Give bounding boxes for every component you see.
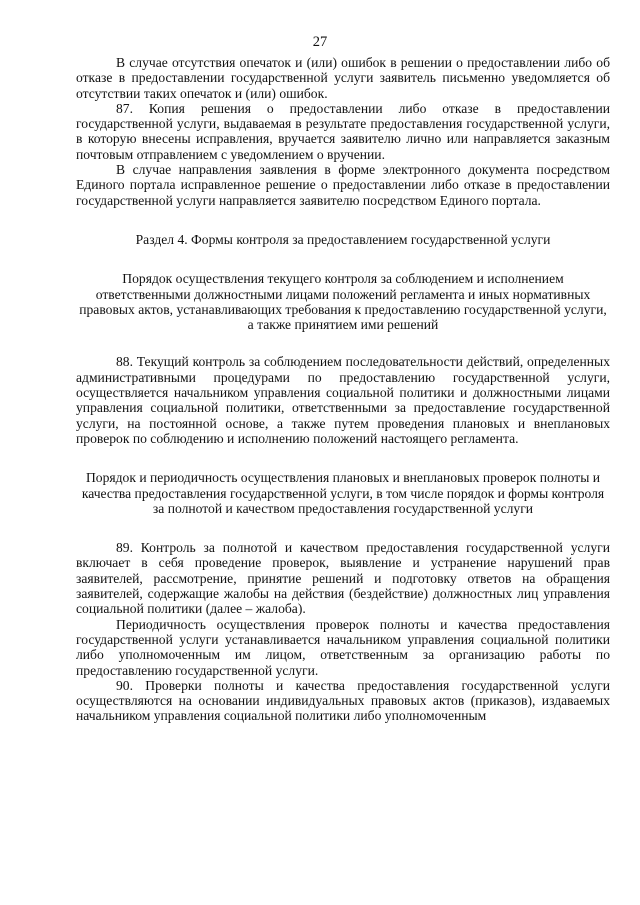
paragraph-87-electronic: В случае направления заявления в форме электронного документа посредством Единого портала исправленное решение о предоставлении либо отказе в предоставлении государственной услуги направляется заявителю посредством Единого портала.: [76, 162, 610, 208]
page-number: 27: [312, 34, 328, 50]
paragraph-90: 90. Проверки полноты и качества предоставления государственной услуги осуществляются на основании индивидуальных правовых актов (приказов), издаваемых начальником управления социальной политики либо уполномоченным: [76, 677, 610, 724]
section-4-heading: Раздел 4. Формы контроля за предоставлением государственной услуги: [135, 231, 551, 247]
paragraph-no-errors: В случае отсутствия опечаток и (или) ошибок в решении о предоставлении либо об отказе в предоставлении государственной услуги заявитель письменно уведомляется об отсутствии таких опечаток и (или) ошибок.: [76, 55, 610, 101]
paragraph-88: 88. Текущий контроль за соблюдением последовательности действий, определенных административными процедурами по предоставлению государственной услуги, осуществляется начальником управления социальной политики и должностными лицами управления социальной политики, ответственными за предоставление государственной услуги, на постоянной основе, а также путем проведения плановых и внеплановых проверок по соблюдению и исполнению положений настоящего регламента.: [76, 354, 610, 446]
paragraph-89: 89. Контроль за полнотой и качеством предоставления государственной услуги включает в себя проведение проверок, выявление и устранение нарушений прав заявителей, рассмотрение, принятие решений и подготовку ответов на обращения заявителей, содержащие жалобы на действия (бездействие) должностных лиц управления социальной политики (далее – жалоба).: [76, 540, 610, 617]
document-body: [76, 55, 610, 724]
subheading-current-control: Порядок осуществления текущего контроля за соблюдением и исполнением ответственными должностными лицами положений регламента и иных нормативных правовых актов, устанавливающих требования к предоставлению государственной услуги, а также принятием ими решений: [79, 271, 607, 333]
subheading-inspections: Порядок и периодичность осуществления плановых и внеплановых проверок полноты и качества предоставления государственной услуги, в том числе порядок и формы контроля за полнотой и качеством предоставления государственной услуги: [81, 470, 605, 516]
paragraph-89-periodicity: Периодичность осуществления проверок полноты и качества предоставления государственной услуги устанавливается начальником управления социальной политики либо уполномоченным им лицом, ответственным за организацию работы по предоставлению государственной услуги.: [76, 616, 610, 678]
paragraph-87: 87. Копия решения о предоставлении либо отказе в предоставлении государственной услуги, выдаваемая в результате предоставления государственной услуги, в которую внесены исправления, вручается заявителю лично или направляется заказным почтовым отправлением с уведомлением о вручении.: [76, 100, 610, 162]
